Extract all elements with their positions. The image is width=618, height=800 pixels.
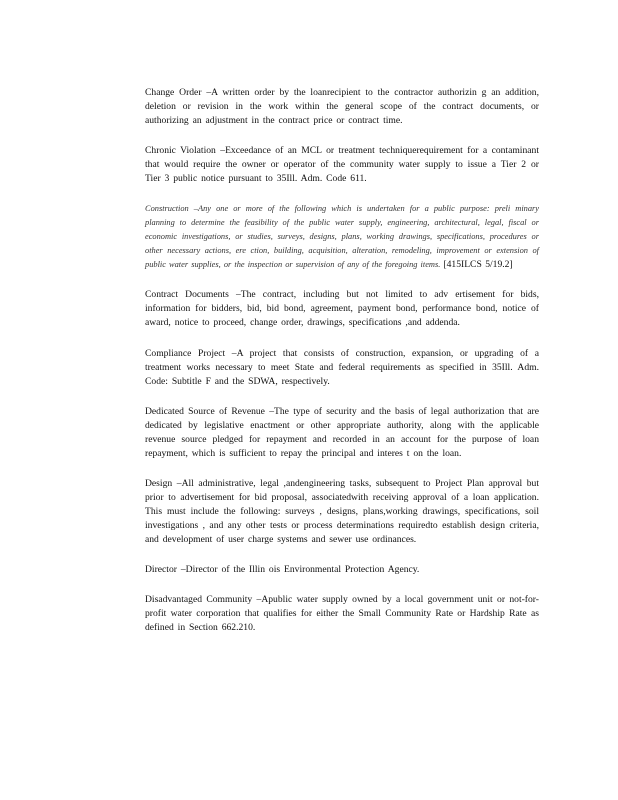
definition-change-order: Change Order –A written order by the loanrecipient to the contractor authorizin g an addition, deletion or revision in the work within the general scope of the contract documents, or authorizing an adjustment in the contract price or contract time.	[145, 87, 539, 126]
definition-contract-documents: Contract Documents –The contract, including but not limited to adv ertisement for bids, information for bidders, bid, bid bond, agreement, payment bond, performance bond, notice of award, notice to proceed, change order, drawings, specifications ,and addenda.	[145, 289, 539, 329]
statute-citation: [415ILCS 5/19.2]	[443, 259, 513, 271]
definition-chronic-violation: Chronic Violation –Exceedance of an MCL or treatment techniquerequirement for a contaminant that would require the owner or operator of the community water supply to issue a Tier 2 or Tier 3 public notice pursuant to 35Ill. Adm. Code 611.	[145, 145, 539, 185]
document-body	[145, 86, 539, 652]
definition-director: Director –Director of the Illin ois Environmental Protection Agency.	[145, 564, 420, 576]
definition-compliance-project: Compliance Project –A project that consists of construction, expansion, or upgrading of a treatment works necessary to meet State and federal requirements as specified in 35Ill. Adm. Code: Subtitle F and the SDWA, respectively.	[145, 347, 539, 387]
definition-construction	[145, 202, 539, 272]
definition-dedicated-source: Dedicated Source of Revenue –The type of security and the basis of legal authorization that are dedicated by legislative enactment or other appropriate authority, along with the applicable revenue source pledged for repayment and recorded in an account for the purpose of loan repayment, which is sufficient to repay the principal and interes t on the loan.	[145, 405, 539, 459]
definition-construction-text: Construction –Any one or more of the following which is undertaken for a public purpose: preli minary planning to determine the feasibility of the public water supply, engineering, architectural, legal, fiscal or economic investigations, or studies, surveys, designs, plans, working drawings, specifications, procedures or other necessary actions, ere ction, building, acquisition, alteration, remodeling, improvement or extension of public water supplies, or the inspection or supervision of any of the foregoing items.	[145, 204, 539, 270]
definition-design: Design –All administrative, legal ,andengineering tasks, subsequent to Project Plan approval but prior to advertisement for bid proposal, associatedwith receiving approval of a loan application. This must include the following: surveys , designs, plans,working drawings, specifications, soil investigations , and any other tests or process determinations requiredto establish design criteria, and development of user charge systems and sewer use ordinances.	[145, 478, 539, 545]
definition-disadvantaged-community: Disadvantaged Community –Apublic water supply owned by a local government unit or not-for-profit water corporation that qualifies for either the Small Community Rate or Hardship Rate as defined in Section 662.210.	[145, 594, 539, 634]
